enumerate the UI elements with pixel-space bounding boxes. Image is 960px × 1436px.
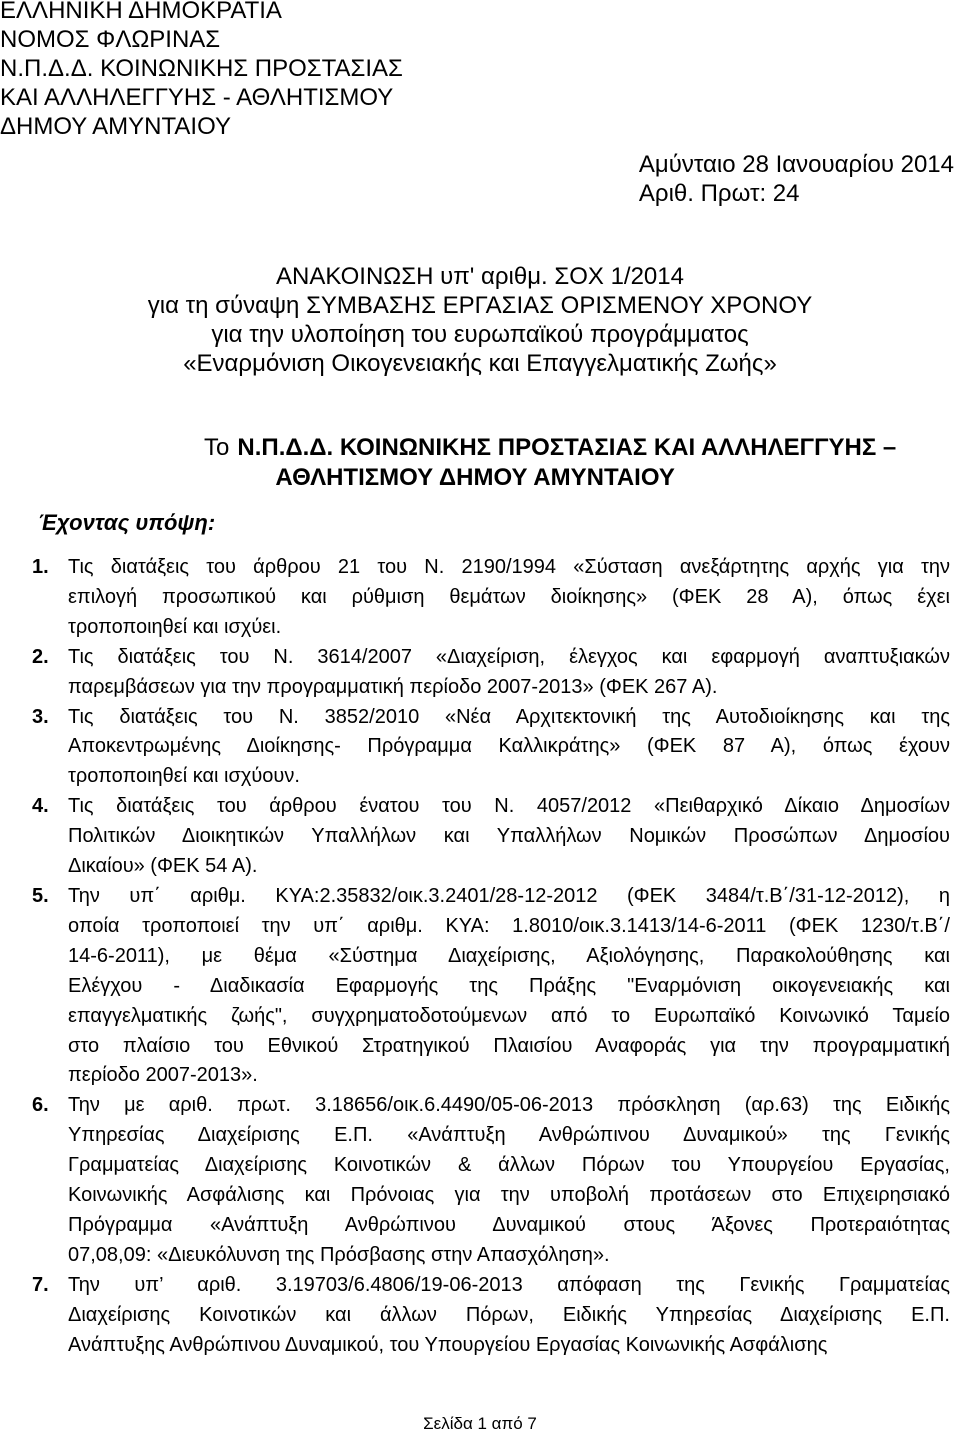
reference-number: 4.: [32, 795, 49, 818]
reference-item: [32, 1271, 950, 1361]
reference-line: Την υπ΄ αριθμ. ΚΥΑ:2.35832/οικ.3.2401/28-12-2012 (ΦΕΚ 3484/τ.Β΄/31-12-2012), η: [68, 884, 950, 907]
references-list: [32, 553, 950, 1360]
document-date: Αμύνταιο 28 Ιανουαρίου 2014: [638, 151, 954, 178]
reference-line: Κοινωνικής Ασφάλισης και Πρόνοιας για την υποβολή προτάσεων στο Επιχειρησιακό: [68, 1184, 950, 1207]
announcement-title: [0, 262, 960, 378]
reference-line: Αποκεντρωμένης Διοίκησης- Πρόγραμμα Καλλικράτης» (ΦΕΚ 87 Α), όπως έχουν: [68, 735, 950, 758]
authority-name-line: ΑΘΛΗΤΙΣΜΟΥ ΔΗΜΟΥ ΑΜΥΝΤΑΙΟΥ: [275, 464, 675, 491]
reference-line: Πολιτικών Διοικητικών Υπαλλήλων και Υπαλλήλων Νομικών Προσώπων Δημοσίου: [68, 825, 950, 848]
reference-line: Τις διατάξεις του άρθρου 21 του Ν. 2190/1994 «Σύσταση ανεξάρτητης αρχής για την: [68, 556, 950, 578]
reference-number: 2.: [32, 645, 49, 668]
reference-text: [68, 882, 950, 1091]
reference-line: Διαχείρισης Κοινοτικών και άλλων Πόρων, Ειδικής Υπηρεσίας Διαχείρισης Ε.Π.: [68, 1303, 950, 1326]
protocol-number: Αριθ. Πρωτ: 24: [638, 180, 800, 207]
reference-line: επιλογή προσωπικού και ρύθμιση θεμάτων διοίκησης» (ΦΕΚ 28 Α), όπως έχει: [68, 585, 950, 608]
reference-text: [68, 792, 950, 882]
authority-name: [237, 433, 927, 493]
reference-number: 6.: [32, 1094, 49, 1117]
page-number: Σελίδα 1 από 7: [423, 1414, 537, 1433]
reference-line: 07,08,09: «Διευκόλυνση της Πρόσβασης στην Απασχόληση».: [68, 1243, 610, 1266]
issuer-line: ΚΑΙ ΑΛΛΗΛΕΓΓΥΗΣ - ΑΘΛΗΤΙΣΜΟΥ: [0, 84, 394, 111]
issuer-header: [0, 0, 403, 141]
reference-line: τροποποιηθεί και ισχύουν.: [68, 765, 300, 788]
title-line: ΑΝΑΚΟΙΝΩΣΗ υπ' αριθμ. ΣΟΧ 1/2014: [276, 263, 684, 290]
issuer-line: ΕΛΛΗΝΙΚΗ ΔΗΜΟΚΡΑΤΙΑ: [0, 0, 282, 24]
issuer-line: Ν.Π.Δ.Δ. ΚΟΙΝΩΝΙΚΗΣ ΠΡΟΣΤΑΣΙΑΣ: [0, 55, 403, 82]
authority-name-line: Ν.Π.Δ.Δ. ΚΟΙΝΩΝΙΚΗΣ ΠΡΟΣΤΑΣΙΑΣ ΚΑΙ ΑΛΛΗΛΕΓΓΥΗΣ –: [237, 434, 897, 461]
reference-line: Την υπ’ αριθ. 3.19703/6.4806/19-06-2013 απόφαση της Γενικής Γραμματείας: [68, 1273, 950, 1296]
reference-number: 1.: [32, 556, 49, 578]
reference-item: [32, 882, 950, 1091]
reference-item: [32, 643, 950, 703]
reference-line: Υπηρεσίας Διαχείρισης Ε.Π. «Ανάπτυξη Ανθρώπινου Δυναμικού» της Γενικής: [68, 1124, 950, 1147]
authority-heading: [204, 433, 927, 493]
title-line: για την υλοποίηση του ευρωπαϊκού προγράμματος: [211, 321, 749, 348]
reference-line: Ανάπτυξης Ανθρώπινου Δυναμικού, του Υπουργείου Εργασίας Κοινωνικής Ασφάλισης: [68, 1333, 828, 1356]
reference-item: [32, 703, 950, 793]
title-line: «Εναρμόνιση Οικογενειακής και Επαγγελματικής Ζωής»: [183, 350, 777, 377]
reference-item: [32, 1091, 950, 1270]
reference-line: Ελέγχου - Διαδικασία Εφαρμογής της Πράξης "Εναρμόνιση οικογενειακής και: [68, 974, 950, 997]
considering-heading: Έχοντας υπόψη:: [38, 510, 216, 535]
reference-line: Γραμματείας Διαχείρισης Κοινοτικών & άλλων Πόρων του Υπουργείου Εργασίας,: [68, 1154, 950, 1177]
authority-prefix: Το: [204, 434, 230, 461]
reference-line: παρεμβάσεων για την προγραμματική περίοδο 2007-2013» (ΦΕΚ 267 Α).: [68, 675, 718, 698]
issuer-line: ΔΗΜΟΥ ΑΜΥΝΤΑΙΟΥ: [0, 113, 231, 140]
reference-line: τροποποιηθεί και ισχύει.: [68, 615, 282, 638]
reference-item: [32, 792, 950, 882]
reference-text: [68, 643, 950, 703]
reference-line: επαγγελματικής ζωής", συγχρηματοδοτούμενων από το Ευρωπαϊκό Κοινωνικό Ταμείο: [68, 1004, 950, 1027]
reference-number: 5.: [32, 884, 49, 907]
reference-text: [68, 703, 950, 793]
reference-text: [68, 1271, 950, 1361]
reference-line: Δικαίου» (ΦΕΚ 54 Α).: [68, 855, 258, 878]
reference-item: [32, 553, 950, 643]
reference-number: 7.: [32, 1273, 49, 1296]
title-line: για τη σύναψη ΣΥΜΒΑΣΗΣ ΕΡΓΑΣΙΑΣ ΟΡΙΣΜΕΝΟΥ ΧΡΟΝΟΥ: [147, 292, 813, 319]
document-meta: [639, 150, 954, 208]
reference-line: στο πλαίσιο του Εθνικού Στρατηγικού Πλαισίου Αναφοράς για την προγραμματική: [68, 1034, 950, 1057]
reference-number: 3.: [32, 705, 49, 728]
reference-line: οποία τροποποιεί την υπ΄ αριθμ. ΚΥΑ: 1.8010/οικ.3.1413/14-6-2011 (ΦΕΚ 1230/τ.Β΄/: [68, 914, 950, 937]
reference-line: 14-6-2011), με θέμα «Σύστημα Διαχείρισης, Αξιολόγησης, Παρακολούθησης και: [68, 944, 950, 967]
reference-line: Τις διατάξεις του άρθρου ένατου του Ν. 4057/2012 «Πειθαρχικό Δίκαιο Δημοσίων: [68, 795, 950, 818]
reference-line: περίοδο 2007-2013».: [68, 1064, 258, 1087]
reference-line: Τις διατάξεις του Ν. 3852/2010 «Νέα Αρχιτεκτονική της Αυτοδιοίκησης και της: [68, 705, 950, 728]
reference-text: [68, 1091, 950, 1270]
reference-line: Την με αριθ. πρωτ. 3.18656/οικ.6.4490/05-06-2013 πρόσκληση (αρ.63) της Ειδικής: [68, 1094, 950, 1117]
issuer-line: ΝΟΜΟΣ ΦΛΩΡΙΝΑΣ: [0, 26, 221, 53]
reference-text: [68, 553, 950, 643]
reference-line: Τις διατάξεις του Ν. 3614/2007 «Διαχείριση, έλεγχος και εφαρμογή αναπτυξιακών: [68, 645, 950, 668]
reference-line: Πρόγραμμα «Ανάπτυξη Ανθρώπινου Δυναμικού στους Άξονες Προτεραιότητας: [68, 1213, 950, 1236]
